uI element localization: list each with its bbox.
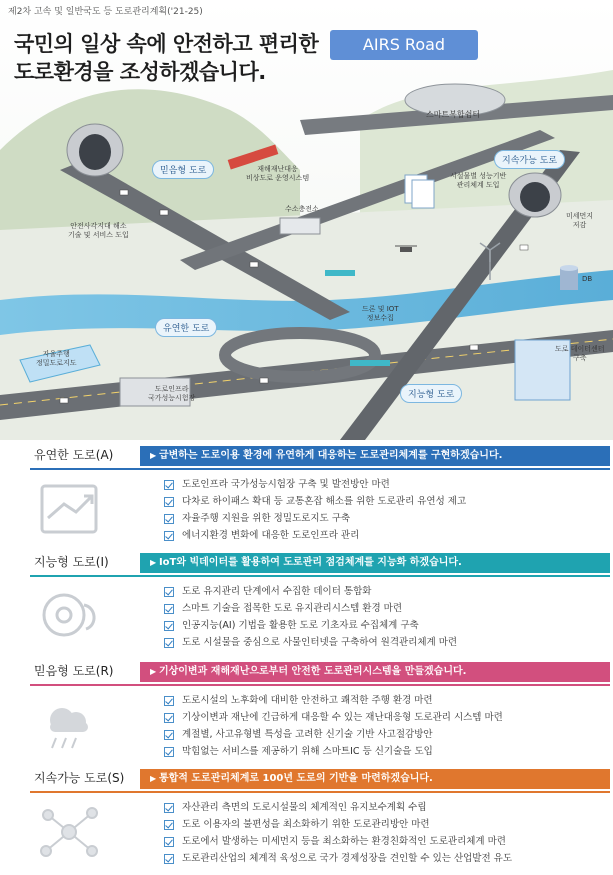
iot-gantry <box>325 270 355 276</box>
bullet-text: 도로에서 발생하는 미세먼지 등을 최소화하는 환경친화적인 도로관리체계 마련 <box>182 836 506 847</box>
policy-section <box>0 553 613 658</box>
label-data-center: 도로 데이터센터 구축 <box>555 345 605 362</box>
section-banner <box>140 553 610 573</box>
section-divider <box>30 684 610 686</box>
checkbox-icon <box>164 803 174 813</box>
section-divider <box>30 468 610 470</box>
bullet-text: 자산관리 측면의 도로시설물의 체계적인 유지보수계획 수립 <box>182 802 427 813</box>
airs-road-badge: AIRS Road <box>330 30 478 60</box>
bullet-item <box>164 816 512 833</box>
traffic-flow-icon <box>34 478 104 540</box>
checkbox-icon <box>164 820 174 830</box>
label-facility-performance: 시설물별 성능기반 관리체계 도입 <box>450 172 507 189</box>
bullet-text: 막힘없는 서비스를 제공하기 위해 스마트IC 등 신기술을 도입 <box>182 746 433 757</box>
bullet-item <box>164 726 503 743</box>
bullet-text: 기상이변과 재난에 긴급하게 대응할 수 있는 재난대응형 도로관리 시스템 마련 <box>182 712 503 723</box>
bullet-item <box>164 600 457 617</box>
document-header: 제2차 고속 및 일반국도 등 도로관리계획('21-25) <box>8 7 203 17</box>
bullet-item <box>164 833 512 850</box>
checkbox-icon <box>164 854 174 864</box>
label-safety-blind-spot: 안전사각지대 해소 기술 및 서비스 도입 <box>68 222 129 239</box>
arrow-icon: ▶ <box>150 667 159 676</box>
pill-sustainable-road: 지속가능 도로 <box>494 150 565 169</box>
hydrogen-station <box>280 218 320 234</box>
bullet-text: 다차로 하이패스 확대 등 교통혼잡 해소를 위한 도로관리 유연성 제고 <box>182 496 467 507</box>
section-banner-text: 기상이변과 재해재난으로부터 안전한 도로관리시스템을 만들겠습니다. <box>158 666 467 677</box>
section-bullet-list <box>164 692 503 760</box>
bullet-text: 도로 시설물을 중심으로 사물인터넷을 구축하여 원격관리체계 마련 <box>182 637 458 648</box>
section-bullet-list <box>164 583 457 651</box>
checkbox-icon <box>164 713 174 723</box>
bullet-item <box>164 692 503 709</box>
label-fine-dust: 미세먼지 저감 <box>566 212 594 229</box>
bullet-item <box>164 634 457 651</box>
facility-docs-icon <box>405 175 434 208</box>
bullet-item <box>164 743 503 760</box>
pill-reliable-road: 믿음형 도로 <box>152 160 214 179</box>
section-banner <box>140 769 610 789</box>
bullet-text: 에너지환경 변화에 대응한 도로인프라 관리 <box>182 530 360 541</box>
bullet-item <box>164 617 457 634</box>
bullet-text: 계절별, 사고유형별 특성을 고려한 신기술 기반 사고절감방안 <box>182 729 433 740</box>
bullet-item <box>164 709 503 726</box>
brain-gear-icon <box>34 585 104 647</box>
bullet-text: 인공지능(AI) 기법을 활용한 도로 기초자료 수집체계 구축 <box>182 620 419 631</box>
label-testbed: 도로인프라 국가성능시험장 <box>148 385 196 402</box>
section-title: 지속가능 도로(S) <box>34 771 125 785</box>
bullet-item <box>164 850 512 867</box>
page-title-line-2: 도로환경을 조성하겠습니다. <box>14 60 266 84</box>
checkbox-icon <box>164 696 174 706</box>
checkbox-icon <box>164 514 174 524</box>
db-cylinder <box>560 268 578 290</box>
label-smart-rest-area: 스마트복합쉼터 <box>426 110 481 119</box>
label-drone-iot: 드론 및 IOT 정보수집 <box>362 305 399 322</box>
section-title: 유연한 도로(A) <box>34 448 114 462</box>
pill-smart-road: 지능형 도로 <box>400 384 462 403</box>
pill-flexible-road: 유연한 도로 <box>155 318 217 337</box>
bullet-text: 자율주행 지원을 위한 정밀도로지도 구축 <box>182 513 351 524</box>
page-title <box>14 30 318 86</box>
section-divider <box>30 575 610 577</box>
section-bullet-list <box>164 476 466 544</box>
bullet-text: 도로 유지관리 단계에서 수집한 데이터 통합화 <box>182 586 372 597</box>
label-hydrogen-station: 수소충전소 <box>285 205 319 213</box>
bullet-item <box>164 799 512 816</box>
section-bullet-list <box>164 799 512 867</box>
checkbox-icon <box>164 497 174 507</box>
checkbox-icon <box>164 621 174 631</box>
section-banner-text: 급변하는 도로이용 환경에 유연하게 대응하는 도로관리체계를 구현하겠습니다. <box>158 450 503 461</box>
page-title-line-1: 국민의 일상 속에 안전하고 편리한 <box>14 32 319 56</box>
section-banner <box>140 662 610 682</box>
checkbox-icon <box>164 480 174 490</box>
weather-icon <box>34 694 104 756</box>
checkbox-icon <box>164 730 174 740</box>
bullet-text: 도로인프라 국가성능시험장 구축 및 발전방안 마련 <box>182 479 390 490</box>
label-disaster-system: 재해재난대응 비상도로 운영시스템 <box>246 165 310 182</box>
section-banner-text: IoT와 빅데이터를 활용하여 도로관리 점검체계를 지능화 하겠습니다. <box>158 557 462 568</box>
bullet-item <box>164 476 466 493</box>
section-title: 믿음형 도로(R) <box>34 664 114 678</box>
bullet-item <box>164 493 466 510</box>
checkbox-icon <box>164 531 174 541</box>
arrow-icon: ▶ <box>150 558 159 567</box>
section-title: 지능형 도로(I) <box>34 555 109 569</box>
section-divider <box>30 791 610 793</box>
arrow-icon: ▶ <box>150 774 159 783</box>
smart-gantry <box>350 360 390 366</box>
policy-section <box>0 446 613 551</box>
checkbox-icon <box>164 604 174 614</box>
bullet-text: 도로시설의 노후화에 대비한 안전하고 쾌적한 주행 환경 마련 <box>182 695 433 706</box>
bullet-text: 도로 이용자의 불편성을 최소화하기 위한 도로관리방안 마련 <box>182 819 430 830</box>
label-hd-map: 자율주행 정밀도로지도 <box>36 350 77 367</box>
label-db: DB <box>582 275 593 283</box>
bullet-text: 도로관리산업의 체계적 육성으로 국가 경제성장을 견인할 수 있는 산업발전 유도 <box>182 853 513 864</box>
section-banner-text: 통합적 도로관리체계로 100년 도로의 기반을 마련하겠습니다. <box>158 773 433 784</box>
checkbox-icon <box>164 837 174 847</box>
checkbox-icon <box>164 587 174 597</box>
bullet-item <box>164 527 466 544</box>
bullet-text: 스마트 기술을 접목한 도로 유지관리시스템 환경 마련 <box>182 603 403 614</box>
bullet-item <box>164 583 457 600</box>
checkbox-icon <box>164 638 174 648</box>
arrow-icon: ▶ <box>150 451 159 460</box>
bullet-item <box>164 510 466 527</box>
network-icon <box>34 801 104 863</box>
section-banner <box>140 446 610 466</box>
policy-section <box>0 769 613 874</box>
checkbox-icon <box>164 747 174 757</box>
policy-section <box>0 662 613 767</box>
